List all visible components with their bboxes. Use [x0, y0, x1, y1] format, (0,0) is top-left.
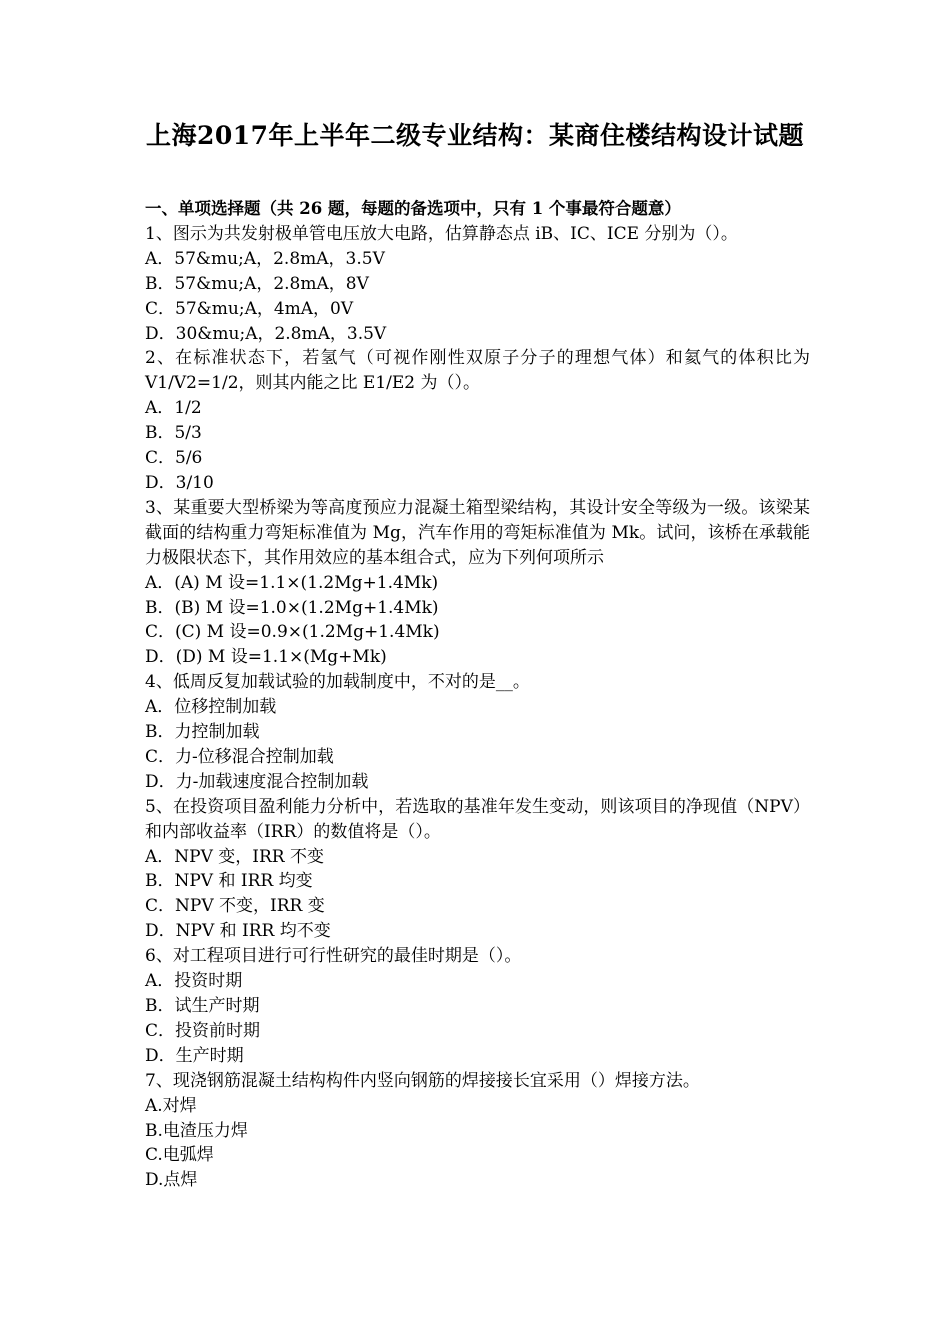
option-d: D．NPV 和 IRR 均不变	[145, 921, 331, 942]
question-text: 2、在标准状态下，若氢气（可视作刚性双原子分子的理想气体）和氦气的体积比为 V1/V2=1/2，则其内能之比 E1/E2 为（）。	[145, 348, 810, 394]
question-5	[145, 795, 810, 944]
option-a: A．NPV 变，IRR 不变	[145, 846, 324, 867]
option-a: A．(A) M 设=1.1×(1.2Mg+1.4Mk)	[145, 572, 439, 593]
option-c: C．57&mu;A，4mA，0V	[145, 298, 354, 319]
option-c: C.电弧焊	[145, 1145, 214, 1166]
document-title: 上海2017年上半年二级专业结构：某商住楼结构设计试题	[145, 121, 805, 150]
question-3	[145, 496, 810, 670]
option-a: A.对焊	[145, 1095, 197, 1116]
option-d: D．30&mu;A，2.8mA，3.5V	[145, 323, 387, 344]
option-b: B．NPV 和 IRR 均变	[145, 871, 313, 892]
question-text: 6、对工程项目进行可行性研究的最佳时期是（）。	[145, 946, 522, 967]
question-text: 4、低周反复加载试验的加载制度中，不对的是__。	[145, 672, 530, 693]
option-a: A．位移控制加载	[145, 697, 277, 718]
option-c: C．力-位移混合控制加载	[145, 746, 334, 767]
question-text: 7、现浇钢筋混凝土结构构件内竖向钢筋的焊接接长宜采用（）焊接方法。	[145, 1070, 700, 1091]
option-b: B．(B) M 设=1.0×(1.2Mg+1.4Mk)	[145, 597, 439, 618]
option-b: B．5/3	[145, 423, 202, 444]
question-text: 1、图示为共发射极单管电压放大电路，估算静态点 iB、IC、ICE 分别为（）。	[145, 223, 738, 244]
option-d: D．(D) M 设=1.1×(Mg+Mk)	[145, 647, 387, 668]
option-b: B．力控制加载	[145, 722, 260, 743]
option-c: C．NPV 不变，IRR 变	[145, 896, 325, 917]
option-d: D．3/10	[145, 472, 214, 493]
document-body	[145, 197, 810, 1193]
question-6	[145, 944, 810, 1069]
option-c: C．投资前时期	[145, 1020, 261, 1041]
option-d: D．生产时期	[145, 1045, 244, 1066]
question-7	[145, 1069, 810, 1194]
option-a: A．1/2	[145, 398, 202, 419]
option-a: A．投资时期	[145, 971, 243, 992]
option-d: D.点焊	[145, 1170, 198, 1191]
option-d: D．力-加载速度混合控制加载	[145, 771, 369, 792]
option-b: B.电渣压力焊	[145, 1120, 248, 1141]
option-a: A．57&mu;A，2.8mA，3.5V	[145, 248, 385, 269]
question-text: 3、某重要大型桥梁为等高度预应力混凝土箱型梁结构，其设计安全等级为一级。该梁某截面的结构重力弯矩标准值为 Mg，汽车作用的弯矩标准值为 Mk。试问，该桥在承载能力极限状态下，其作用效应的基本组合式，应为下列何项所示	[145, 497, 810, 568]
section-heading: 一、单项选择题（共 26 题，每题的备选项中，只有 1 个事最符合题意）	[145, 199, 681, 218]
option-b: B．57&mu;A，2.8mA，8V	[145, 273, 369, 294]
question-1	[145, 222, 810, 347]
option-c: C．(C) M 设=0.9×(1.2Mg+1.4Mk)	[145, 622, 440, 643]
option-c: C．5/6	[145, 448, 203, 469]
question-2	[145, 346, 810, 495]
option-b: B．试生产时期	[145, 996, 260, 1016]
question-text: 5、在投资项目盈利能力分析中，若选取的基准年发生变动，则该项目的净现值（NPV）和内部收益率（IRR）的数值将是（）。	[145, 796, 810, 842]
question-4	[145, 670, 810, 795]
